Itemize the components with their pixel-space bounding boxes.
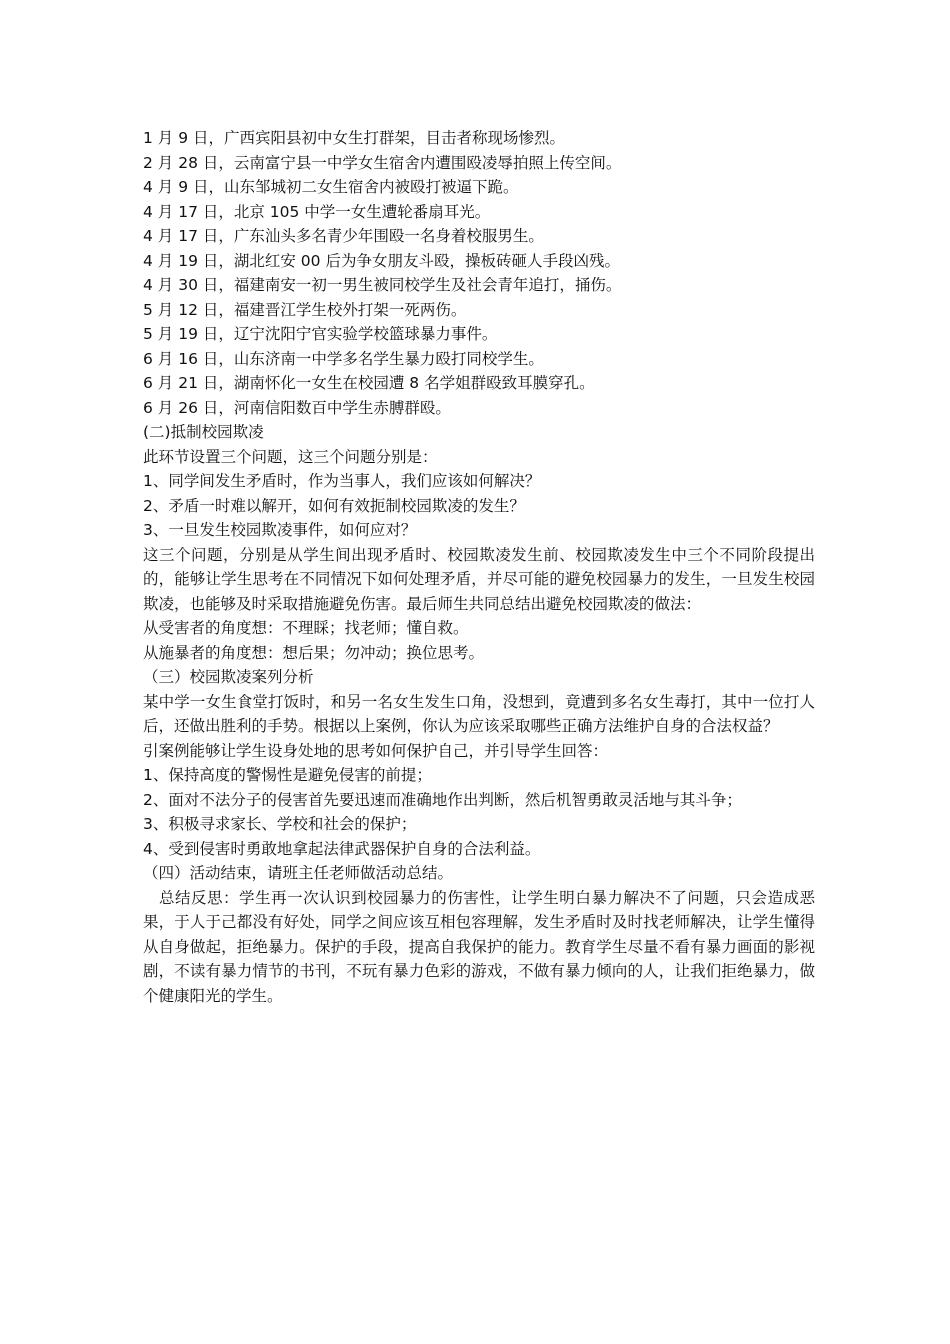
victim-perspective: 从受害者的角度想：不理睬；找老师；懂自救。	[143, 619, 469, 637]
incident-item: 1 月 9 日，广西宾阳县初中女生打群架，目击者称现场惨烈。	[143, 129, 566, 147]
section-heading: （四）活动结束，请班主任老师做活动总结。	[143, 864, 454, 882]
answer-item: 2、面对不法分子的侵害首先要迅速而准确地作出判断，然后机智勇敢灵活地与其斗争；	[143, 790, 742, 809]
section-heading: (二)抵制校园欺凌	[143, 423, 264, 441]
reflection-paragraph: 总结反思：学生再一次认识到校园暴力的伤害性，让学生明白暴力解决不了问题，只会造成恶果，于人于己都没有好处，同学之间应该互相包容理解，发生矛盾时及时找老师解决，让学生懂得从自身做起，拒绝暴力。保护的手段，提高自我保护的能力。教育学生尽量不看有暴力画面的影视剧，不读有暴力情节的书刊，不玩有暴力色彩的游戏，不做有暴力倾向的人，让我们拒绝暴力，做个健康阳光的学生。	[143, 888, 815, 1005]
incident-item: 4 月 9 日，山东邹城初二女生宿舍内被殴打被逼下跪。	[143, 178, 519, 196]
bully-perspective: 从施暴者的角度想：想后果；勿冲动；换位思考。	[143, 643, 485, 662]
incident-item: 2 月 28 日，云南富宁县一中学女生宿舍内遭围殴凌辱拍照上传空间。	[143, 153, 622, 172]
incident-item: 4 月 19 日，湖北红安 00 后为争女朋友斗殴，操板砖砸人手段凶残。	[143, 251, 620, 270]
answer-item: 1、保持高度的警惕性是避免侵害的前提；	[143, 766, 432, 784]
section-resist-bullying	[143, 420, 815, 665]
incident-item: 4 月 17 日，北京 105 中学一女生遭轮番扇耳光。	[143, 202, 491, 221]
question-item: 1、同学间发生矛盾时，作为当事人，我们应该如何解决？	[143, 472, 541, 490]
section-summary	[143, 861, 815, 1008]
incident-item: 6 月 21 日，湖南怀化一女生在校园遭 8 名学姐群殴致耳膜穿孔。	[143, 374, 595, 392]
answer-item: 4、受到侵害时勇敢地拿起法律武器保护自身的合法利益。	[143, 839, 541, 858]
incident-item: 5 月 12 日，福建晋江学生校外打架一死两伤。	[143, 300, 467, 319]
section-intro: 此环节设置三个问题，这三个问题分别是：	[143, 447, 438, 466]
incident-item: 5 月 19 日，辽宁沈阳宁官实验学校篮球暴力事件。	[143, 325, 498, 343]
incident-item: 4 月 17 日，广东汕头多名青少年围殴一名身着校服男生。	[143, 227, 544, 245]
incident-item: 6 月 16 日，山东济南一中学多名学生暴力殴打同校学生。	[143, 349, 544, 368]
question-item: 2、矛盾一时难以解开，如何有效扼制校园欺凌的发生？	[143, 496, 525, 515]
document-body	[143, 126, 815, 1008]
question-item: 3、一旦发生校园欺凌事件，如何应对？	[143, 521, 417, 539]
guide-text: 引案例能够让学生设身处地的思考如何保护自己，并引导学生回答：	[143, 741, 609, 760]
case-paragraph: 某中学一女生食堂打饭时，和另一名女生发生口角，没想到，竟遭到多名女生毒打，其中一位打人后，还做出胜利的手势。根据以上案例，你认为应该采取哪些正确方法维护自身的合法权益？	[143, 692, 815, 735]
incident-item: 6 月 26 日，河南信阳数百中学生赤膊群殴。	[143, 398, 451, 417]
answer-item: 3、积极寻求家长、学校和社会的保护；	[143, 815, 417, 833]
section-heading: （三）校园欺凌案列分析	[143, 668, 314, 686]
section-case-analysis	[143, 665, 815, 861]
explanation-paragraph: 这三个问题，分别是从学生间出现矛盾时、校园欺凌发生前、校园欺凌发生中三个不同阶段提出的，能够让学生思考在不同情况下如何处理矛盾，并尽可能的避免校园暴力的发生，一旦发生校园欺凌，也能够及时采取措施避免伤害。最后师生共同总结出避免校园欺凌的做法：	[143, 545, 815, 613]
incident-list	[143, 126, 815, 420]
incident-item: 4 月 30 日，福建南安一初一男生被同校学生及社会青年追打，捅伤。	[143, 276, 622, 294]
